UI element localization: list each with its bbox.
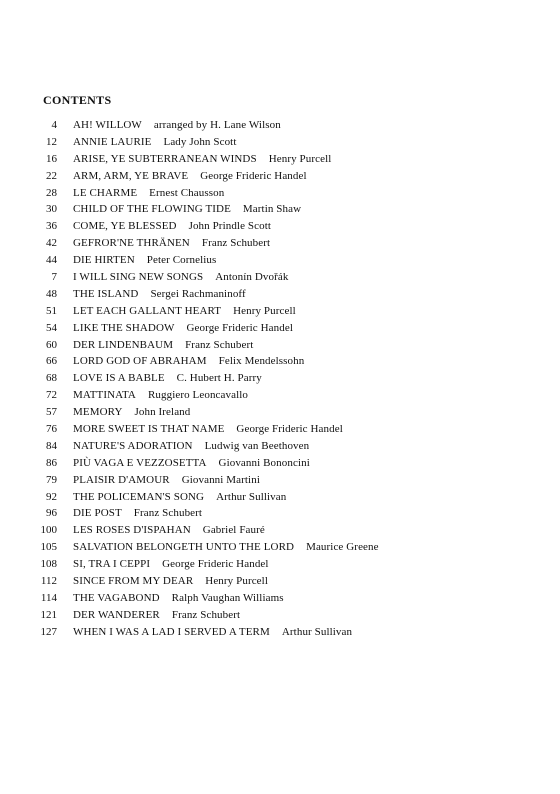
entry-title — [73, 168, 307, 185]
song-title: GEFROR'NE THRÄNEN — [73, 237, 190, 250]
entry-title — [73, 117, 281, 134]
entry-title — [73, 387, 248, 404]
contents-entry — [0, 286, 560, 303]
song-title: SINCE FROM MY DEAR — [73, 575, 194, 588]
composer-name: John Prindle Scott — [188, 220, 272, 233]
composer-name: C. Hubert H. Parry — [176, 372, 262, 385]
composer-name: Henry Purcell — [205, 575, 268, 588]
entry-page-number: 114 — [40, 591, 57, 604]
entry-title — [73, 370, 262, 387]
entry-title — [73, 421, 343, 438]
contents-entry — [0, 556, 560, 573]
contents-entry — [0, 624, 560, 641]
composer-name: Antonín Dvořák — [215, 271, 289, 284]
contents-entry — [0, 151, 560, 168]
entry-title — [73, 235, 270, 252]
entry-page-number: 60 — [46, 338, 57, 351]
entry-page-number: 30 — [46, 203, 57, 216]
song-title: LE CHARME — [73, 186, 138, 199]
entry-title — [73, 539, 379, 556]
song-title: AH! WILLOW — [73, 119, 142, 131]
song-title: LORD GOD OF ABRAHAM — [73, 355, 207, 368]
entry-page-number: 79 — [46, 473, 57, 486]
song-title: DIE HIRTEN — [73, 254, 135, 267]
entry-page-number: 12 — [46, 135, 57, 148]
entry-page-number: 108 — [40, 558, 57, 571]
entry-page-number: 36 — [46, 220, 57, 233]
contents-entry — [0, 218, 560, 235]
song-title: LOVE IS A BABLE — [73, 372, 165, 385]
contents-entry — [0, 320, 560, 337]
composer-name: Lady John Scott — [163, 135, 237, 148]
song-title: DER LINDENBAUM — [73, 338, 174, 351]
entry-title — [73, 556, 269, 573]
composer-name: Giovanni Martini — [181, 473, 260, 486]
entry-page-number: 127 — [40, 625, 57, 638]
song-title: ARISE, YE SUBTERRANEAN WINDS — [73, 152, 257, 165]
composer-name: Arthur Sullivan — [216, 490, 287, 503]
entry-title — [73, 252, 216, 269]
composer-name: George Frideric Handel — [200, 169, 307, 182]
song-title: SI, TRA I CEPPI — [73, 558, 151, 571]
entry-page-number: 96 — [46, 507, 57, 520]
entry-page-number: 84 — [46, 439, 57, 452]
composer-name: Giovanni Bononcini — [218, 456, 310, 469]
contents-entry — [0, 573, 560, 590]
contents-entry — [0, 489, 560, 506]
entry-page-number: 92 — [46, 490, 57, 503]
entry-title — [73, 303, 296, 320]
entry-title — [73, 286, 246, 303]
contents-entry — [0, 370, 560, 387]
entry-title — [73, 337, 253, 354]
composer-name: Martin Shaw — [242, 203, 302, 216]
song-title: LIKE THE SHADOW — [73, 321, 175, 334]
entry-title — [73, 438, 309, 455]
entry-page-number: 22 — [46, 169, 57, 182]
entry-title — [73, 607, 240, 624]
composer-name: Ernest Chausson — [149, 186, 225, 199]
entry-page-number: 105 — [40, 541, 57, 554]
entry-title — [73, 472, 260, 489]
entry-title — [73, 353, 304, 370]
entry-title — [73, 573, 268, 590]
song-title: MATTINATA — [73, 389, 136, 402]
entry-page-number: 48 — [46, 287, 57, 300]
entry-page-number: 16 — [46, 152, 57, 165]
composer-name: Arthur Sullivan — [281, 625, 353, 638]
contents-entry — [0, 539, 560, 556]
composer-name: Franz Schubert — [185, 338, 254, 351]
contents-list — [0, 117, 560, 641]
entry-page-number: 100 — [40, 524, 57, 537]
entry-title — [73, 151, 331, 168]
song-title: I WILL SING NEW SONGS — [73, 271, 204, 284]
composer-name: Henry Purcell — [268, 152, 332, 165]
composer-name: George Frideric Handel — [162, 558, 269, 571]
composer-name: Franz Schubert — [201, 237, 271, 250]
composer-name: George Frideric Handel — [236, 423, 343, 436]
song-title: CHILD OF THE FLOWING TIDE — [73, 203, 231, 216]
entry-title — [73, 590, 284, 607]
entry-page-number: 72 — [46, 389, 57, 402]
song-title: SALVATION BELONGETH UNTO THE LORD — [73, 541, 295, 554]
entry-title — [73, 522, 265, 539]
entry-title — [73, 404, 190, 421]
song-title: ANNIE LAURIE — [73, 135, 152, 148]
entry-page-number: 68 — [46, 372, 57, 385]
song-title: THE POLICEMAN'S SONG — [73, 490, 205, 503]
entry-title — [73, 134, 237, 151]
contents-entry — [0, 252, 560, 269]
song-title: DER WANDERER — [73, 608, 160, 621]
contents-entry — [0, 455, 560, 472]
entry-title — [73, 455, 310, 472]
contents-entry — [0, 303, 560, 320]
contents-entry — [0, 421, 560, 438]
contents-entry — [0, 337, 560, 354]
composer-name: Felix Mendelssohn — [218, 355, 305, 368]
entry-page-number: 51 — [46, 304, 57, 317]
entry-page-number: 121 — [40, 608, 57, 621]
song-title: MORE SWEET IS THAT NAME — [73, 423, 225, 436]
song-title: DIE POST — [73, 507, 122, 520]
entry-title — [73, 269, 288, 286]
contents-entry — [0, 387, 560, 404]
contents-entry — [0, 201, 560, 218]
contents-entry — [0, 117, 560, 134]
entry-page-number: 42 — [46, 237, 57, 250]
contents-entry — [0, 269, 560, 286]
contents-entry — [0, 235, 560, 252]
composer-name: Ludwig van Beethoven — [204, 439, 310, 452]
contents-entry — [0, 438, 560, 455]
composer-name: Sergei Rachmaninoff — [150, 287, 246, 300]
entry-title — [73, 505, 202, 522]
entry-page-number: 112 — [40, 575, 57, 588]
song-title: LET EACH GALLANT HEART — [73, 304, 222, 317]
song-title: WHEN I WAS A LAD I SERVED A TERM — [73, 625, 270, 638]
entry-page-number: 54 — [46, 321, 57, 334]
contents-entry — [0, 607, 560, 624]
composer-name: John Ireland — [134, 406, 191, 419]
contents-entry — [0, 590, 560, 607]
song-title: THE VAGABOND — [73, 591, 160, 604]
composer-name: George Frideric Handel — [186, 321, 293, 334]
contents-entry — [0, 353, 560, 370]
composer-name: Ralph Vaughan Williams — [171, 591, 284, 604]
entry-title — [73, 489, 286, 506]
contents-entry — [0, 522, 560, 539]
contents-entry — [0, 168, 560, 185]
entry-title — [73, 624, 352, 641]
song-title: MEMORY — [73, 406, 123, 419]
composer-name: Franz Schubert — [171, 608, 241, 621]
contents-entry — [0, 404, 560, 421]
entry-title — [73, 201, 301, 218]
entry-title — [73, 185, 224, 202]
song-title: PIÙ VAGA E VEZZOSETTA — [73, 456, 207, 469]
song-title: LES ROSES D'ISPAHAN — [73, 524, 191, 537]
song-title: ARM, ARM, YE BRAVE — [73, 169, 189, 182]
contents-entry — [0, 505, 560, 522]
entry-title — [73, 218, 271, 235]
entry-page-number: 66 — [46, 355, 57, 368]
composer-name: Gabriel Fauré — [202, 524, 265, 537]
entry-page-number: 76 — [46, 423, 57, 436]
entry-page-number: 44 — [46, 254, 57, 267]
contents-entry — [0, 185, 560, 202]
composer-name: Franz Schubert — [133, 507, 203, 520]
entry-page-number: 7 — [51, 271, 57, 284]
composer-name: Peter Cornelius — [146, 254, 217, 267]
composer-name: Henry Purcell — [233, 304, 296, 317]
composer-name: arranged by H. Lane Wilson — [153, 119, 281, 131]
song-title: NATURE'S ADORATION — [73, 439, 193, 452]
song-title: PLAISIR D'AMOUR — [73, 473, 170, 486]
entry-page-number: 57 — [46, 406, 57, 419]
entry-page-number: 28 — [46, 186, 57, 199]
composer-name: Maurice Greene — [306, 541, 379, 554]
contents-entry — [0, 472, 560, 489]
contents-entry — [0, 134, 560, 151]
entry-page-number: 86 — [46, 456, 57, 469]
entry-title — [73, 320, 293, 337]
contents-heading: CONTENTS — [43, 93, 112, 107]
song-title: THE ISLAND — [73, 287, 139, 300]
song-title: COME, YE BLESSED — [73, 220, 177, 233]
entry-page-number: 4 — [51, 119, 57, 131]
composer-name: Ruggiero Leoncavallo — [147, 389, 249, 402]
